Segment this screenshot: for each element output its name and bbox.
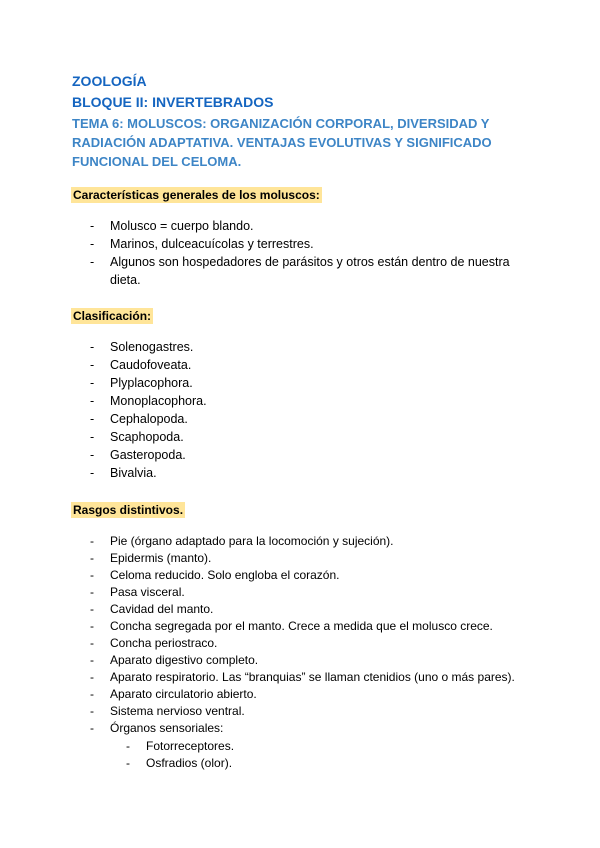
- list-item: - Caudofoveata.: [90, 356, 207, 374]
- list-item: - Osfradios (olor).: [126, 755, 234, 772]
- list-item: - Órganos sensoriales:: [90, 720, 515, 737]
- classification-list: [90, 338, 207, 482]
- list-item: - Monoplacophora.: [90, 392, 207, 410]
- sensory-organs-sublist: [126, 738, 234, 772]
- traits-list: [90, 533, 515, 737]
- section-heading-characteristics: Características generales de los moluscos:: [73, 188, 320, 202]
- list-item: - Molusco = cuerpo blando.: [90, 217, 540, 235]
- section-heading-distinctive-traits: Rasgos distintivos.: [73, 503, 184, 517]
- list-item: - Celoma reducido. Solo engloba el corazón.: [90, 567, 515, 584]
- list-item: - Bivalvia.: [90, 464, 207, 482]
- list-item: - Epidermis (manto).: [90, 550, 515, 567]
- topic-title: TEMA 6: MOLUSCOS: ORGANIZACIÓN CORPORAL, DIVERSIDAD Y RADIACIÓN ADAPTATIVA. VENTAJAS EVOLUTIVAS Y SIGNIFICADO FUNCIONAL DEL CELOMA.: [72, 116, 492, 169]
- list-item: - Aparato digestivo completo.: [90, 652, 515, 669]
- list-item: - Pie (órgano adaptado para la locomoción y sujeción).: [90, 533, 515, 550]
- section-heading-classification: Clasificación:: [73, 309, 152, 323]
- list-item: - Aparato circulatorio abierto.: [90, 686, 515, 703]
- list-item: - Marinos, dulceacuícolas y terrestres.: [90, 235, 540, 253]
- subject-title: ZOOLOGÍA: [72, 73, 147, 89]
- list-item: - Concha segregada por el manto. Crece a medida que el molusco crece.: [90, 618, 515, 635]
- list-item: - Plyplacophora.: [90, 374, 207, 392]
- list-item: - Fotorreceptores.: [126, 738, 234, 755]
- list-item: - Cephalopoda.: [90, 410, 207, 428]
- list-item: - Gasteropoda.: [90, 446, 207, 464]
- list-item: - Aparato respiratorio. Las “branquias” se llaman ctenidios (uno o más pares).: [90, 669, 515, 686]
- characteristics-list: [90, 217, 540, 289]
- block-title: BLOQUE II: INVERTEBRADOS: [72, 94, 274, 110]
- list-item: - Pasa visceral.: [90, 584, 515, 601]
- list-item: - Concha periostraco.: [90, 635, 515, 652]
- list-item: - Scaphopoda.: [90, 428, 207, 446]
- list-item: - Solenogastres.: [90, 338, 207, 356]
- list-item: - Algunos son hospedadores de parásitos y otros están dentro de nuestra dieta.: [90, 253, 540, 289]
- list-item: - Cavidad del manto.: [90, 601, 515, 618]
- list-item: - Sistema nervioso ventral.: [90, 703, 515, 720]
